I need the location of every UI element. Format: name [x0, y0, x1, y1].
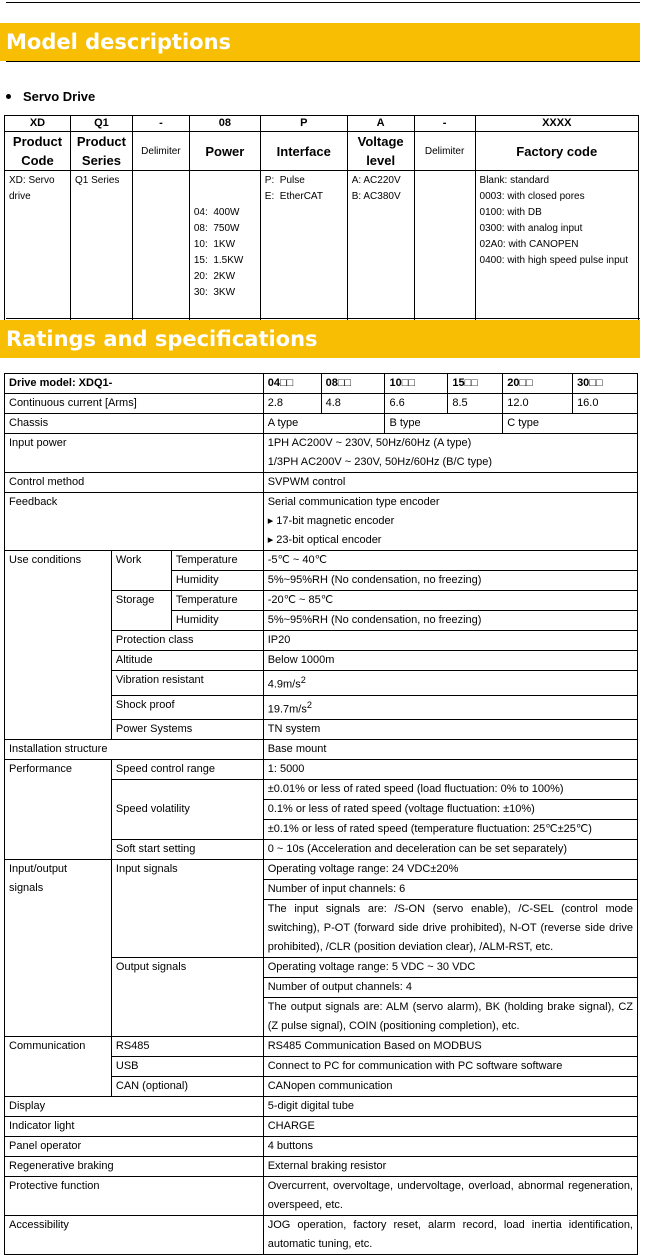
spec-row-speed-range [5, 760, 638, 780]
value-cell: 12.0 [503, 394, 573, 414]
value-cell: A type [263, 414, 385, 434]
model-code-row [5, 116, 639, 132]
spec-row-panel [5, 1137, 638, 1157]
code-cell: XXXX [475, 116, 638, 132]
value-cell: Base mount [263, 740, 637, 760]
value-cell: 0 ~ 10s (Acceleration and deceleration can be set separately) [263, 840, 637, 860]
text-line: ▸ 23-bit optical encoder [267, 534, 382, 546]
model-cell: 20□□ [503, 374, 573, 394]
text-line: 0003: with closed pores [479, 191, 585, 202]
sub-label: Speed control range [111, 760, 263, 780]
text-line: 0300: with analog input [479, 223, 583, 234]
text-line: 10: 1KW [193, 239, 236, 250]
spec-row-feedback [5, 493, 638, 551]
value-cell: Operating voltage range: 24 VDC±20% [263, 860, 637, 880]
header-cell: Delimiter [132, 132, 189, 171]
value-cell: 5-digit digital tube [263, 1097, 637, 1117]
value-cell: Connect to PC for communication with PC software software [263, 1057, 637, 1077]
spec-label: Accessibility [5, 1216, 264, 1255]
spec-label: Panel operator [5, 1137, 264, 1157]
value-cell [263, 434, 637, 473]
interface-cell [260, 171, 347, 336]
text-line: 1PH AC200V ~ 230V, 50Hz/60Hz (A type) [267, 437, 472, 449]
value-cell [263, 671, 637, 696]
value-cell: CANopen communication [263, 1077, 637, 1097]
text-line: 08: 750W [193, 223, 240, 234]
section-title-model: Model descriptions [0, 23, 640, 61]
model-cell: 30□□ [573, 374, 638, 394]
text-line: signals [9, 882, 44, 895]
model-cell: 15□□ [448, 374, 503, 394]
text-line: 30: 3KW [193, 287, 236, 298]
value-cell: SVPWM control [263, 473, 637, 493]
text-line: Serial communication type encoder [267, 496, 440, 508]
sub-label: Humidity [171, 571, 263, 591]
value-cell: JOG operation, factory reset, alarm record, load inertia identification, automatic tuning, etc. [263, 1216, 637, 1255]
value-text: 4.9m/s [267, 678, 301, 691]
spec-label: Control method [5, 473, 264, 493]
spec-label: Protective function [5, 1177, 264, 1216]
code-cell: - [414, 116, 475, 132]
value-cell: Operating voltage range: 5 VDC ~ 30 VDC [263, 958, 637, 978]
value-cell: IP20 [263, 631, 637, 651]
model-table [4, 115, 639, 336]
spec-row-control [5, 473, 638, 493]
value-cell: 6.6 [385, 394, 448, 414]
spec-row-current [5, 394, 638, 414]
value-cell: External braking resistor [263, 1157, 637, 1177]
sub-label: Input signals [111, 860, 263, 958]
value-text: 19.7m/s [267, 703, 307, 716]
value-cell: 16.0 [573, 394, 638, 414]
section-rule [6, 318, 640, 319]
product-code-cell [5, 171, 71, 336]
model-cell: 08□□ [321, 374, 385, 394]
sub-label: Humidity [171, 611, 263, 631]
section-rule [6, 61, 640, 62]
spec-label: Indicator light [5, 1117, 264, 1137]
header-cell: Product Series [70, 132, 132, 171]
code-cell: A [347, 116, 414, 132]
value-cell: -20℃ ~ 85℃ [263, 591, 637, 611]
delimiter-cell [414, 171, 475, 336]
value-cell: Overcurrent, overvoltage, undervoltage, overload, abnormal regeneration, overspeed, etc. [263, 1177, 637, 1216]
superscript: 2 [300, 675, 306, 685]
sub-label: Shock proof [111, 695, 263, 720]
text-line: 02A0: with CANOPEN [479, 239, 579, 250]
value-cell: 2.8 [263, 394, 321, 414]
code-cell: Q1 [70, 116, 132, 132]
value-cell: -5℃ ~ 40℃ [263, 551, 637, 571]
spec-row-model [5, 374, 638, 394]
model-cell: 04□□ [263, 374, 321, 394]
text-line: drive [9, 191, 31, 202]
text-line: Blank: standard [479, 175, 550, 186]
sub-label: RS485 [111, 1037, 263, 1057]
header-cell: Voltage level [347, 132, 414, 171]
code-cell: XD [5, 116, 71, 132]
sub-label: Temperature [171, 591, 263, 611]
sub-label: Soft start setting [111, 840, 263, 860]
sub-label: Power Systems [111, 720, 263, 740]
sub-label: Speed volatility [111, 780, 263, 840]
text-line: 04: 400W [193, 207, 240, 218]
value-cell [263, 695, 637, 720]
value-cell: 0.1% or less of rated speed (voltage fluctuation: ±10%) [263, 800, 637, 820]
voltage-cell [347, 171, 414, 336]
spec-row-work-temp [5, 551, 638, 571]
text-line: 0400: with high speed pulse input [479, 255, 628, 266]
header-cell: Product Code [5, 132, 71, 171]
spec-row-protective [5, 1177, 638, 1216]
value-cell: TN system [263, 720, 637, 740]
spec-label: Regenerative braking [5, 1157, 264, 1177]
sub-label: CAN (optional) [111, 1077, 263, 1097]
spec-row-install [5, 740, 638, 760]
value-cell: The input signals are: /S-ON (servo enable), /C-SEL (control mode switching), P-OT (forward side drive prohibited), N-OT (reverse side drive prohibited), /CLR (position deviation clear), /ALM-RST, etc. [263, 900, 637, 958]
value-cell: CHARGE [263, 1117, 637, 1137]
value-cell: B type [385, 414, 503, 434]
text-line: Input/output [9, 863, 68, 876]
spec-row-regen [5, 1157, 638, 1177]
model-header-row [5, 132, 639, 171]
text-line: 0100: with DB [479, 207, 542, 218]
text-line: 1/3PH AC200V ~ 230V, 50Hz/60Hz (B/C type) [267, 456, 493, 468]
model-cell: 10□□ [385, 374, 448, 394]
code-cell: 08 [189, 116, 260, 132]
spec-row-input-power [5, 434, 638, 473]
delimiter-cell [132, 171, 189, 336]
sub-label: Work [111, 551, 171, 591]
spec-row-display [5, 1097, 638, 1117]
spec-row-chassis [5, 414, 638, 434]
value-cell: 5%~95%RH (No condensation, no freezing) [263, 611, 637, 631]
sub-label: Temperature [171, 551, 263, 571]
sub-label: Protection class [111, 631, 263, 651]
superscript: 2 [306, 699, 312, 710]
spec-row-rs485 [5, 1037, 638, 1057]
bullet-label: Servo Drive [23, 89, 96, 104]
spec-label: Drive model: XDQ1- [5, 374, 264, 394]
sub-label: Storage [111, 591, 171, 631]
spec-table [4, 373, 638, 1255]
value-cell: RS485 Communication Based on MODBUS [263, 1037, 637, 1057]
text-line: A: AC220V [351, 175, 401, 186]
value-cell: 1: 5000 [263, 760, 637, 780]
factory-cell [475, 171, 638, 336]
sub-label: Altitude [111, 651, 263, 671]
value-cell: 8.5 [448, 394, 503, 414]
value-cell: 5%~95%RH (No condensation, no freezing) [263, 571, 637, 591]
spec-label: Use conditions [5, 551, 112, 740]
model-body-row [5, 171, 639, 336]
text-line: ▸ 17-bit magnetic encoder [267, 515, 395, 527]
series-cell [70, 171, 132, 336]
text-line: B: AC380V [351, 191, 401, 202]
value-cell: Number of output channels: 4 [263, 978, 637, 998]
text-line: 15: 1.5KW [193, 255, 244, 266]
spec-label: Communication [5, 1037, 112, 1097]
spec-label: Installation structure [5, 740, 264, 760]
value-cell [263, 493, 637, 551]
header-cell: Interface [260, 132, 347, 171]
spec-row-accessibility [5, 1216, 638, 1255]
spec-row-in-1 [5, 860, 638, 880]
header-cell: Power [189, 132, 260, 171]
spec-label [5, 860, 112, 1037]
spec-label: Display [5, 1097, 264, 1117]
spec-row-indicator [5, 1117, 638, 1137]
value-cell: C type [503, 414, 638, 434]
value-cell: Number of input channels: 6 [263, 880, 637, 900]
value-cell: 4 buttons [263, 1137, 637, 1157]
text-line: XD: Servo [9, 175, 55, 186]
header-cell: Delimiter [414, 132, 475, 171]
code-cell: - [132, 116, 189, 132]
text-line: Q1 Series [74, 175, 120, 186]
header-cell: Factory code [475, 132, 638, 171]
text-line: E: EtherCAT [264, 191, 323, 202]
sub-label: USB [111, 1057, 263, 1077]
spec-label: Continuous current [Arms] [5, 394, 264, 414]
code-cell: P [260, 116, 347, 132]
value-cell: 4.8 [321, 394, 385, 414]
sub-label: Vibration resistant [111, 671, 263, 696]
value-cell: ±0.01% or less of rated speed (load fluctuation: 0% to 100%) [263, 780, 637, 800]
text-line: P: Pulse [264, 175, 305, 186]
value-cell: The output signals are: ALM (servo alarm), BK (holding brake signal), CZ (Z pulse signal), COIN (positioning completion), etc. [263, 998, 637, 1037]
spec-label: Feedback [5, 493, 264, 551]
sub-label: Output signals [111, 958, 263, 1037]
spec-label: Chassis [5, 414, 264, 434]
value-cell: Below 1000m [263, 651, 637, 671]
bullet-dot-icon [6, 94, 11, 99]
section-title-ratings: Ratings and specifications [0, 320, 640, 358]
top-rule [6, 2, 640, 3]
value-cell: ±0.1% or less of rated speed (temperature fluctuation: 25℃±25℃) [263, 820, 637, 840]
text-line: 20: 2KW [193, 271, 236, 282]
bullet-servo-drive [6, 89, 95, 104]
power-cell [189, 171, 260, 336]
spec-label: Performance [5, 760, 112, 860]
spec-label: Input power [5, 434, 264, 473]
